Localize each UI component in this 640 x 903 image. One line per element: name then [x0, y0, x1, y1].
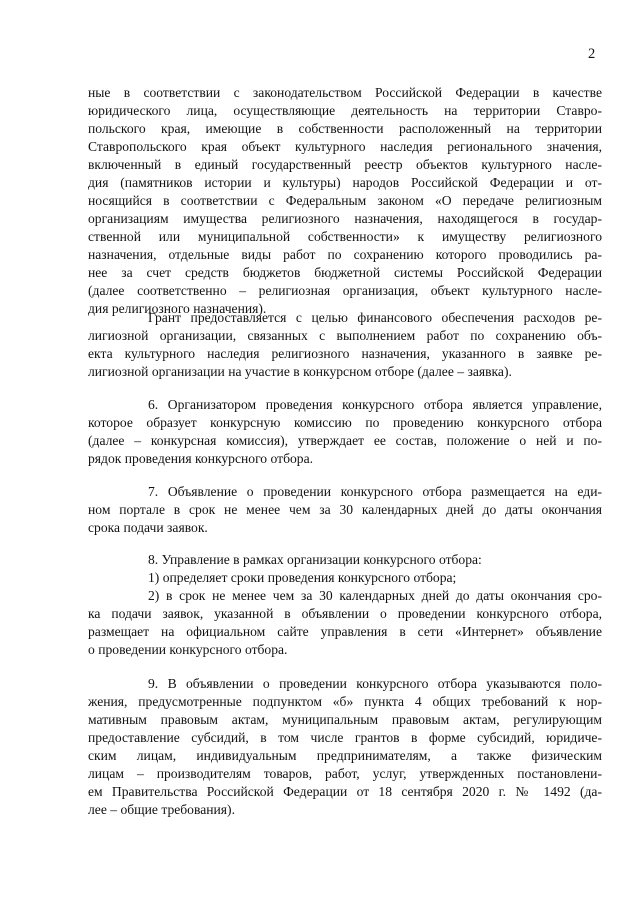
text-line: Ставропольского края объект культурного наследия регионального значения, [88, 139, 602, 154]
text-line: ем Правительства Российской Федерации от 18 сентября 2020 г. № 1492 (да- [88, 784, 602, 799]
paragraph-continuation [88, 84, 602, 318]
text-line: ским лицам, индивидуальным предпринимателям, а также физическим [88, 748, 602, 763]
text-line: организациям имущества религиозного назначения, находящегося в государ- [88, 211, 602, 226]
text-line: (далее – конкурсная комиссия), утверждает ее состав, положение о ней и по- [88, 433, 602, 448]
text-line: (далее соответственно – религиозная организация, объект культурного насле- [88, 283, 602, 298]
text-line: лее – общие требования). [88, 802, 235, 817]
text-line: ном портале в срок не менее чем за 30 календарных дней до даты окончания [88, 502, 602, 517]
paragraph-item-7 [88, 483, 602, 537]
text-line: 8. Управление в рамках организации конкурсного отбора: [148, 552, 482, 567]
text-line: дия религиозного назначения). [88, 301, 267, 316]
text-line: рядок проведения конкурсного отбора. [88, 451, 314, 466]
paragraph-item-6 [88, 396, 602, 468]
text-line: ка подачи заявок, указанной в объявлении о проведении конкурсного отбора, [88, 606, 602, 621]
paragraph-item-9 [88, 675, 602, 819]
text-line: лицам – производителям товаров, работ, услуг, утвержденных постановлени- [88, 766, 602, 781]
text-line: лигиозной организации на участие в конкурсном отборе (далее – заявка). [88, 364, 512, 379]
text-line: екта культурного наследия религиозного назначения, указанного в заявке ре- [88, 346, 602, 361]
text-line: 6. Организатором проведения конкурсного отбора является управление, [148, 397, 602, 412]
text-line: включенный в единый государственный реестр объектов культурного насле- [88, 157, 602, 172]
text-line: польского края, имеющие в собственности расположенный на территории [88, 121, 602, 136]
text-line: ные в соответствии с законодательством Российской Федерации в качестве [88, 85, 602, 100]
text-line: юридического лица, осуществляющие деятельность на территории Ставро- [88, 103, 602, 118]
text-line: мативным правовым актам, муниципальным правовым актам, регулирующим [88, 712, 602, 727]
text-line: срока подачи заявок. [88, 520, 208, 535]
text-line: которое образует конкурсную комиссию по проведению конкурсного отбора [88, 415, 602, 430]
paragraph-grant-purpose [88, 309, 602, 381]
text-line: лигиозной организации, связанных с выполнением работ по сохранению объ- [88, 328, 602, 343]
text-line: назначения, отдельные виды работ по сохранению которого проводились ра- [88, 247, 602, 262]
text-line: нее за счет средств бюджетов бюджетной системы Российской Федерации [88, 265, 602, 280]
text-line: носящийся в соответствии с Федеральным законом «О передаче религиозным [88, 193, 602, 208]
text-line: 7. Объявление о проведении конкурсного отбора размещается на еди- [148, 484, 602, 499]
text-line: предоставление субсидий, в том числе грантов в форме субсидий, юридиче- [88, 730, 602, 745]
text-line: дия (памятников истории и культуры) народов Российской Федерации и от- [88, 175, 602, 190]
text-line: о проведении конкурсного отбора. [88, 642, 288, 657]
page-number: 2 [588, 46, 596, 62]
text-line: ственной или муниципальной собственности» к имуществу религиозного [88, 229, 602, 244]
text-line: Грант предоставляется с целью финансового обеспечения расходов ре- [148, 310, 602, 325]
text-line: 2) в срок не менее чем за 30 календарных дней до даты окончания сро- [148, 588, 602, 603]
text-line: 1) определяет сроки проведения конкурсного отбора; [148, 570, 457, 585]
text-line: размещает на официальном сайте управления в сети «Интернет» объявление [88, 624, 602, 639]
text-line: жения, предусмотренные подпунктом «б» пункта 4 общих требований к нор- [88, 694, 602, 709]
text-line: 9. В объявлении о проведении конкурсного отбора указываются поло- [148, 676, 602, 691]
paragraph-item-8 [88, 551, 602, 659]
